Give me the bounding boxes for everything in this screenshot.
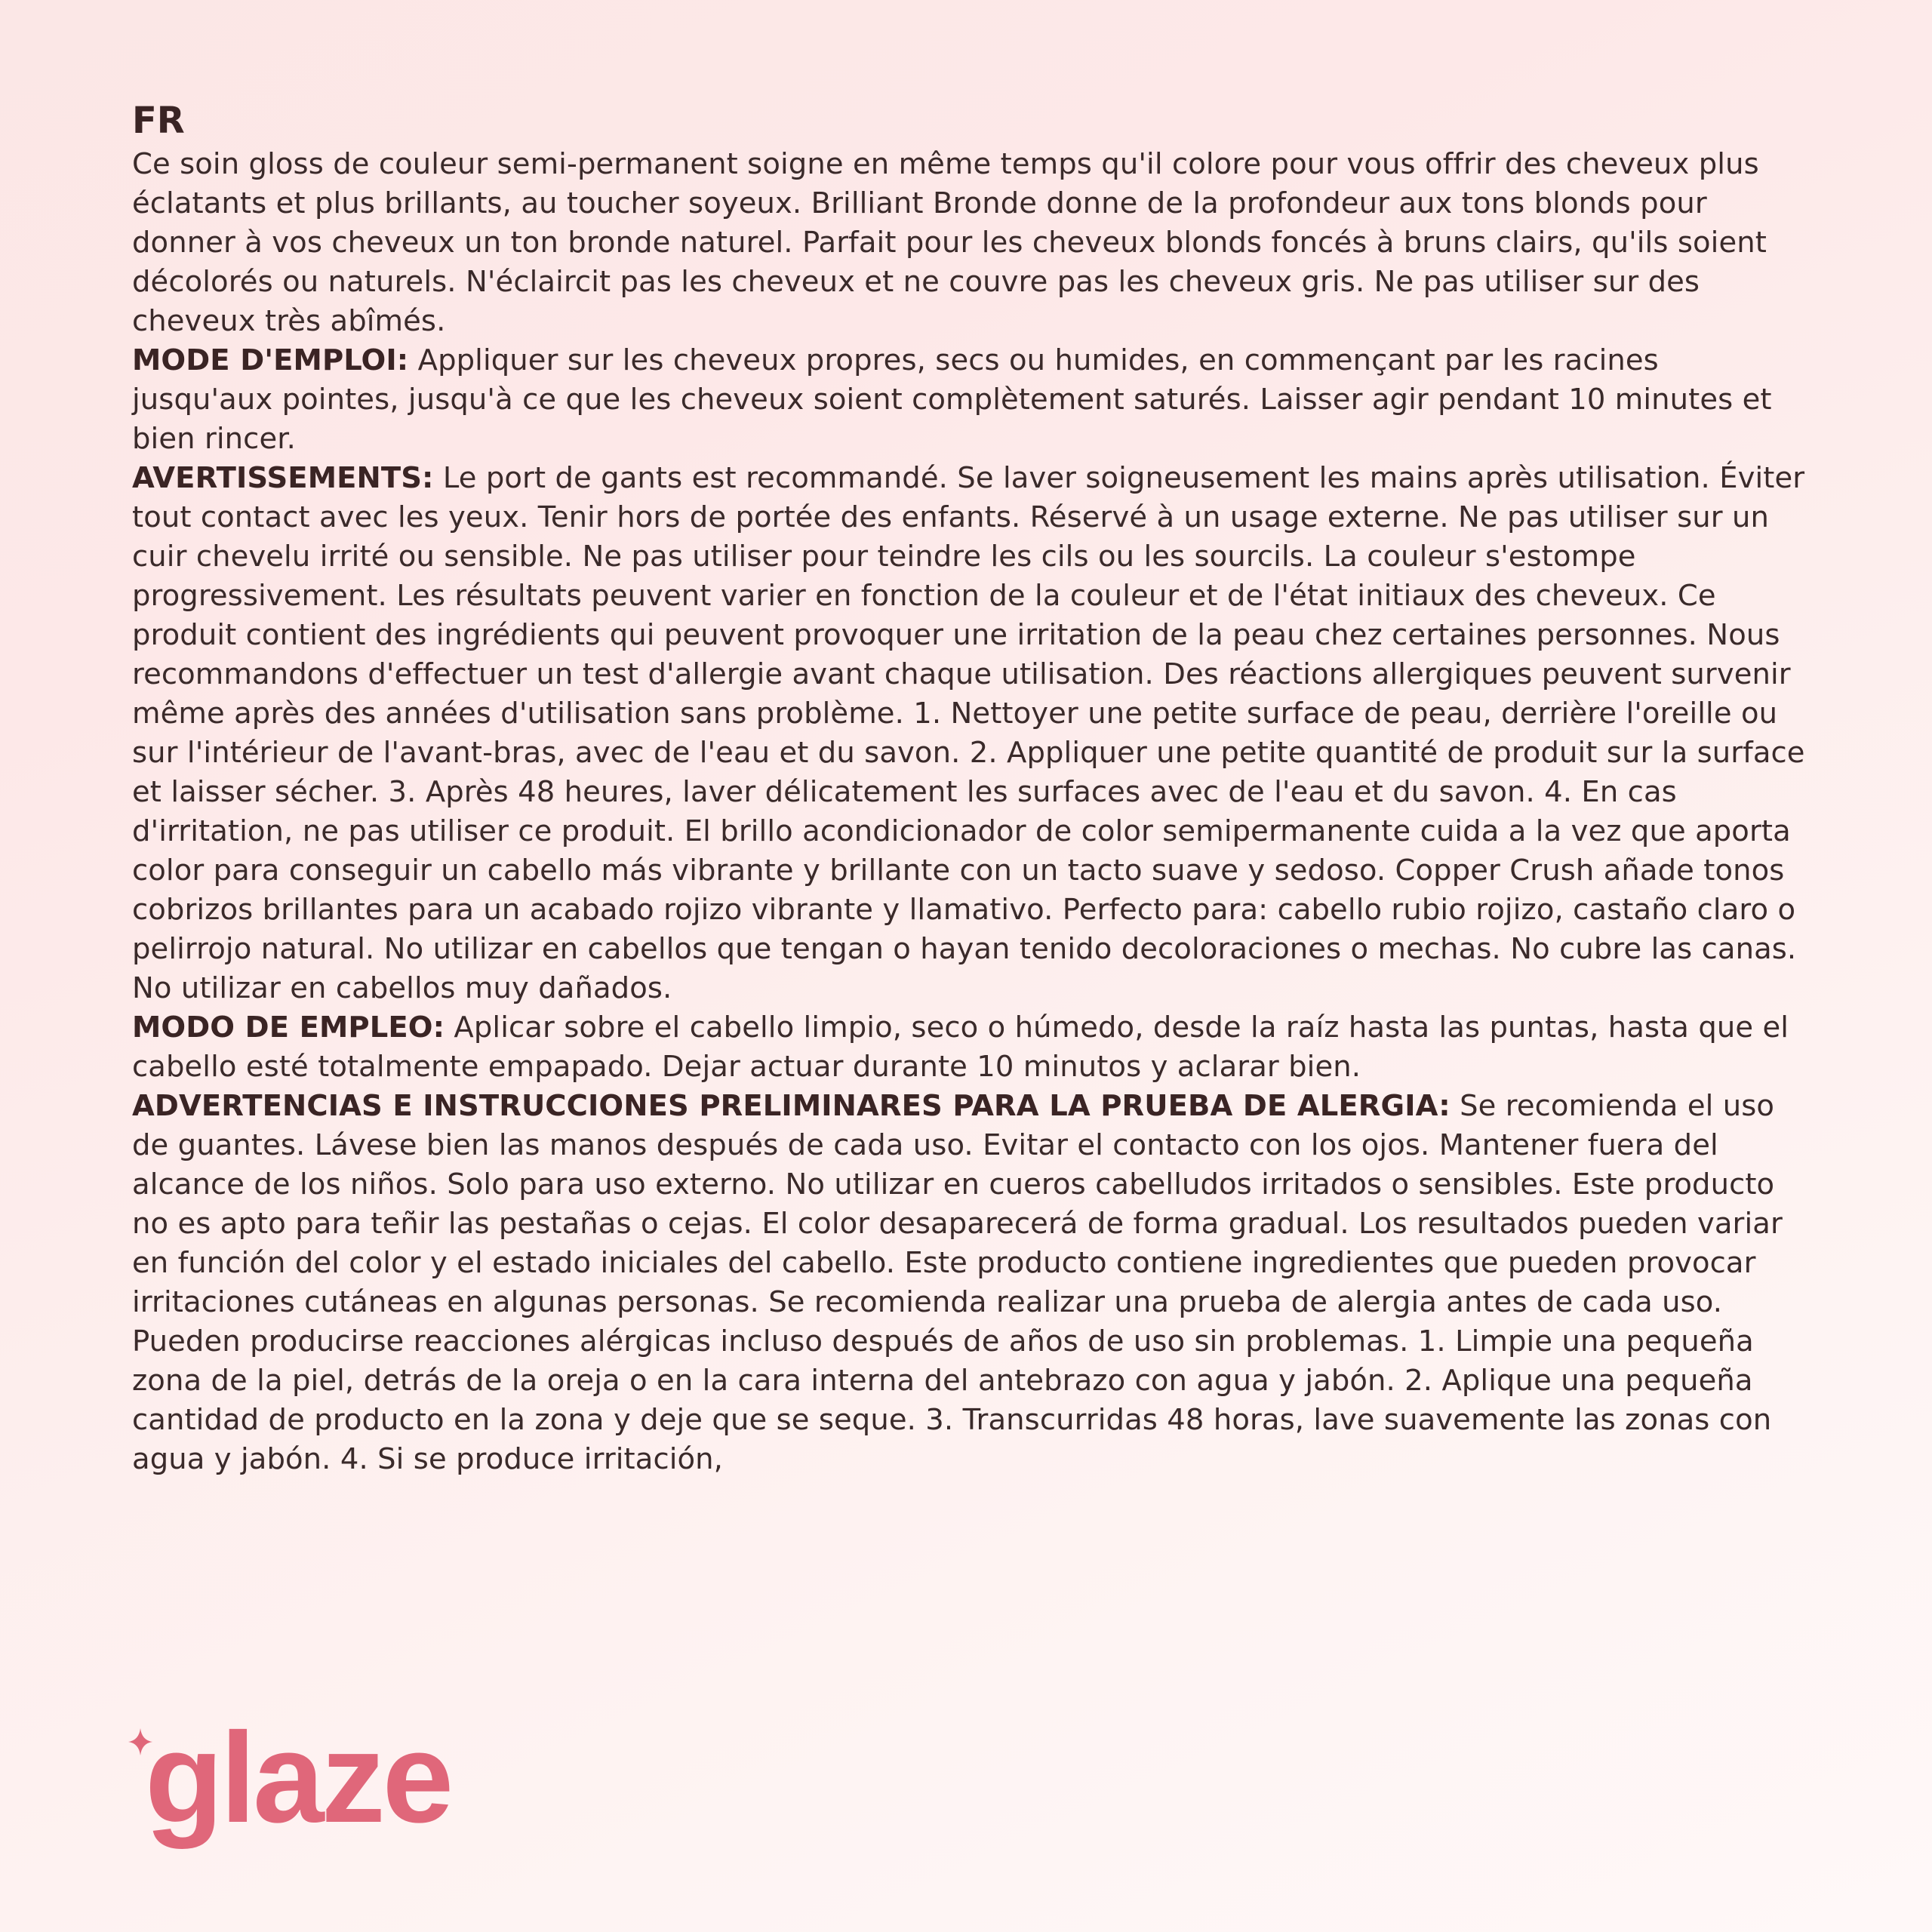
section-text: Aplicar sobre el cabello limpio, seco o húmedo, desde la raíz hasta las puntas, hasta que el cabello esté totalmente empapado. Dejar actuar durante 10 minutos y aclarar bien. [132, 1011, 1789, 1084]
section-label: MODO DE EMPLEO: [132, 1011, 445, 1044]
section-text: Le port de gants est recommandé. Se laver soigneusement les mains après utilisation. Éviter tout contact avec les yeux. Tenir hors de portée des enfants. Réservé à un usage externe. Ne pas utiliser sur un cuir chevelu irrité ou sensible. Ne pas utiliser pour teindre les cils ou les sourcils. La couleur s'estompe progressivement. Les résultats peuvent varier en fonction de la couleur et de l'état initiaux des cheveux. Ce produit contient des ingrédients qui peuvent provoquer une irritation de la peau chez certaines personnes. Nous recommandons d'effectuer un test d'allergie avant chaque utilisation. Des réactions allergiques peuvent survenir même après des années d'utilisation sans problème. 1. Nettoyer une petite surface de peau, derrière l'oreille ou sur l'intérieur de l'avant-bras, avec de l'eau et du savon. 2. Appliquer une petite quantité de produit sur la surface et laisser sécher. 3. Après 48 heures, laver délicatement les surfaces avec de l'eau et du savon. 4. En cas d'irritation, ne pas utiliser ce produit. El brillo acondicionador de color semipermanente cuida a la vez que aporta color para conseguir un cabello más vibrante y brillante con un tacto suave y sedoso. Copper Crush añade tonos cobrizos brillantes para un acabado rojizo vibrante y llamativo. Perfecto para: cabello rubio rojizo, castaño claro o pelirrojo natural. No utilizar en cabellos que tengan o hayan tenido decoloraciones o mechas. No cubre las canas. No utilizar en cabellos muy dañados. [132, 461, 1805, 1005]
language-heading: FR [132, 100, 185, 142]
section-mode-emploi [132, 341, 1807, 459]
document-body [132, 97, 1807, 1479]
section-advertencias [132, 1087, 1807, 1479]
section-text: Appliquer sur les cheveux propres, secs ou humides, en commençant par les racines jusqu'aux pointes, jusqu'à ce que les cheveux soient complètement saturés. Laisser agir pendant 10 minutes et bien rincer. [132, 343, 1772, 456]
section-label: ADVERTENCIAS E INSTRUCCIONES PRELIMINARES PARA LA PRUEBA DE ALERGIA: [132, 1089, 1451, 1123]
section-label: AVERTISSEMENTS: [132, 461, 434, 495]
intro-paragraph: Ce soin gloss de couleur semi-permanent soigne en même temps qu'il colore pour vous offrir des cheveux plus éclatants et plus brillants, au toucher soyeux. Brilliant Bronde donne de la profondeur aux tons blonds pour donner à vos cheveux un ton bronde naturel. Parfait pour les cheveux blonds foncés à bruns clairs, qu'ils soient décolorés ou naturels. N'éclaircit pas les cheveux et ne couvre pas les cheveux gris. Ne pas utiliser sur des cheveux très abîmés. [132, 147, 1767, 338]
glaze-logo [127, 1725, 481, 1884]
section-label: MODE D'EMPLOI: [132, 343, 409, 377]
brand-wordmark: glaze [145, 1725, 451, 1850]
section-modo-empleo [132, 1008, 1807, 1087]
section-text: Se recomienda el uso de guantes. Lávese bien las manos después de cada uso. Evitar el contacto con los ojos. Mantener fuera del alcance de los niños. Solo para uso externo. No utilizar en cueros cabelludos irritados o sensibles. Este producto no es apto para teñir las pestañas o cejas. El color desaparecerá de forma gradual. Los resultados pueden variar en función del color y el estado iniciales del cabello. Este producto contiene ingredientes que pueden provocar irritaciones cutáneas en algunas personas. Se recomienda realizar una prueba de alergia antes de cada uso. Pueden producirse reacciones alérgicas incluso después de años de uso sin problemas. 1. Limpie una pequeña zona de la piel, detrás de la oreja o en la cara interna del antebrazo con agua y jabón. 2. Aplique una pequeña cantidad de producto en la zona y deje que se seque. 3. Transcurridas 48 horas, lave suavemente las zonas con agua y jabón. 4. Si se produce irritación, [132, 1089, 1783, 1476]
section-avertissements [132, 459, 1807, 1008]
